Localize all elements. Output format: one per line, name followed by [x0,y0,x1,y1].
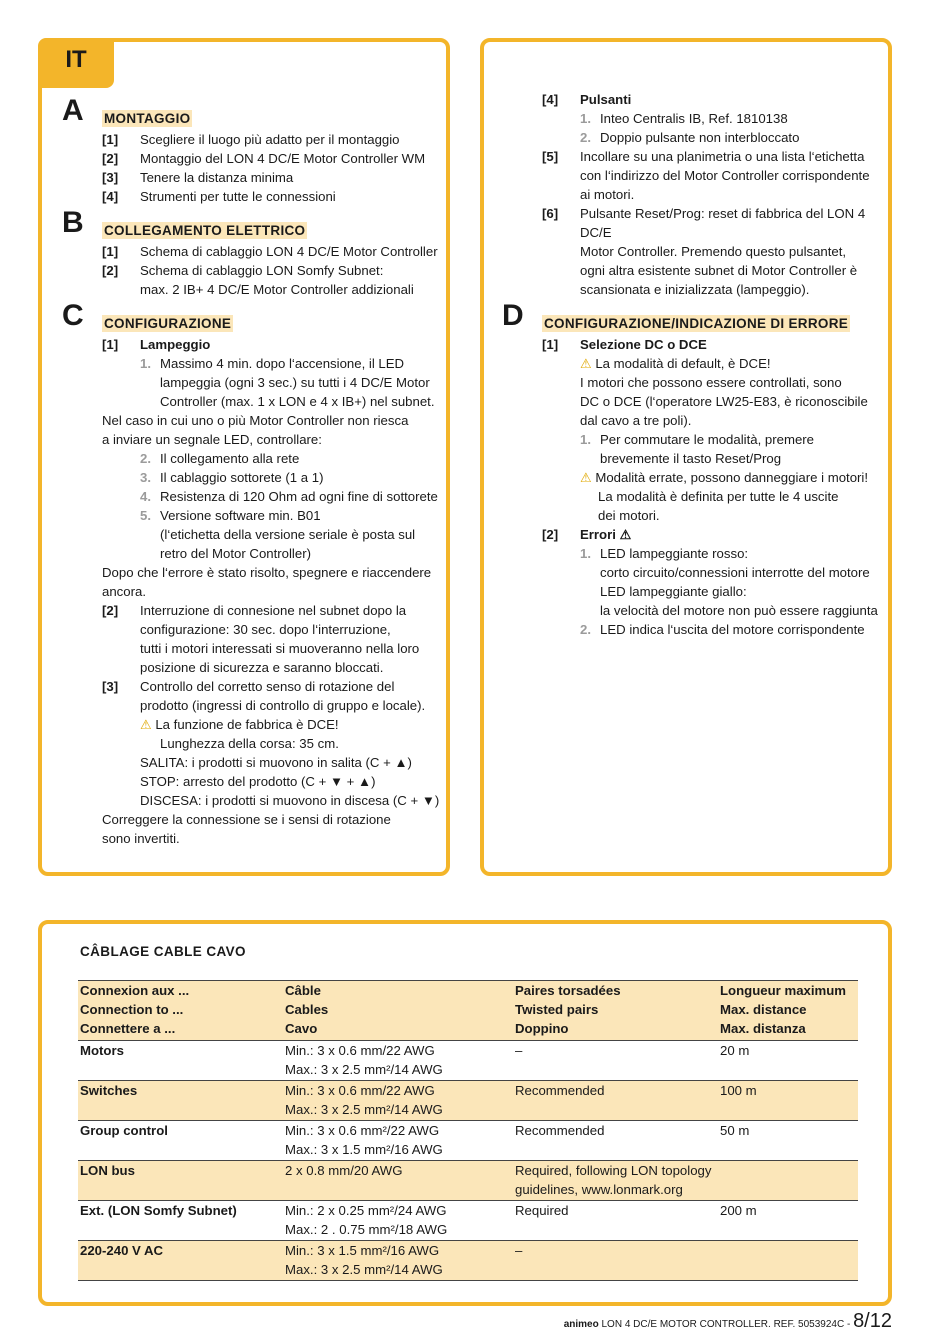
table-cell: Min.: 2 x 0.25 mm²/24 AWG Max.: 2 . 0.75 mm²/18 AWG [283,1201,513,1241]
section-letter: D [502,299,524,332]
item-title: Lampeggio [140,337,211,352]
step-number: 1. [580,546,591,561]
table-row [78,1081,858,1121]
item-number: [3] [102,679,119,694]
warning-icon: ⚠ [140,717,152,732]
table-cell: 220-240 V AC [78,1241,283,1281]
table-cell: – [513,1241,718,1281]
step-text: Versione software min. B01 [160,508,321,523]
table-cell [718,1241,858,1281]
warning-note [580,354,894,373]
step-text: corto circuito/connessioni interrotte del motore [600,565,870,580]
step-number: 2. [140,451,151,466]
warning-note [140,715,452,734]
warning-text: dei motori. [598,508,660,523]
warning-icon: ⚠ [580,356,592,371]
step-number: 1. [140,356,151,371]
table-cell: – [513,1041,718,1081]
table-cell: Recommended [513,1081,718,1121]
footer-text: LON 4 DC/E MOTOR CONTROLLER. REF. 5053924C - [601,1319,851,1330]
section-title: COLLEGAMENTO ELETTRICO [104,223,306,238]
table-cell: Min.: 3 x 0.6 mm/22 AWG Max.: 3 x 2.5 mm²/14 AWG [283,1081,513,1121]
step-number: 2. [580,130,591,145]
table-cell: Required, following LON topology guidelines, www.lonmark.org [513,1161,718,1201]
item-number: [1] [102,132,119,147]
item-text: Schema di cablaggio LON Somfy Subnet: [140,263,384,278]
step-text: LED lampeggiante giallo: [600,584,747,599]
item-text: Scegliere il luogo più adatto per il montaggio [140,132,400,147]
table-row [78,1041,858,1081]
page-footer [564,1310,892,1333]
table-cell: Min.: 3 x 0.6 mm²/22 AWG Max.: 3 x 1.5 mm²/16 AWG [283,1121,513,1161]
section-c-header [62,299,452,335]
table-cell: Ext. (LON Somfy Subnet) [78,1201,283,1241]
warning-text: La modalità è definita per tutte le 4 uscite [598,489,839,504]
step-text: LED lampeggiante rosso: [600,546,749,561]
errors-title: Errori [580,527,616,542]
step-number: 4. [140,489,151,504]
item-text: scansionata e inizializzata (lampeggio). [580,282,810,297]
item-number: [2] [102,603,119,618]
step-number: 1. [580,111,591,126]
right-content [502,90,894,639]
item-title [580,525,894,544]
step-number: 1. [580,432,591,447]
table-row [78,1201,858,1241]
section-letter: B [62,206,84,239]
item-text: Strumenti per tutte le connessioni [140,189,336,204]
section-d-header [502,299,894,335]
language-tab: IT [38,38,114,88]
item-number: [3] [102,170,119,185]
cable-table [78,980,858,1281]
item-title: Selezione DC o DCE [580,337,707,352]
salita-text: SALITA: i prodotti si muovono in salita (C + ▲) [140,755,412,770]
warning-text: La modalità di default, è DCE! [595,356,771,371]
step-text: (l‘etichetta della versione seriale è posta sul [160,527,416,542]
table-header-row [78,981,858,1041]
item-number: [6] [542,206,559,221]
item-number: [2] [542,527,559,542]
brand-name: animeo [563,1319,599,1330]
step-text: Doppio pulsante non interbloccato [600,130,800,145]
step-text: brevemente il tasto Reset/Prog [600,451,782,466]
item-text: Pulsante Reset/Prog: reset di fabbrica del LON 4 DC/E [580,206,866,240]
stroke-length: Lunghezza della corsa: 35 cm. [160,736,339,751]
table-cell: LON bus [78,1161,283,1201]
table-cell: Switches [78,1081,283,1121]
table-cell: 100 m [718,1081,858,1121]
item-text: posizione di sicurezza e saranno bloccati. [140,660,384,675]
warning-note [580,468,894,487]
column-header: Câble Cables Cavo [283,981,513,1041]
section-title: CONFIGURAZIONE/INDICAZIONE DI ERRORE [544,316,849,331]
table-row [78,1161,858,1201]
item-number: [1] [542,337,559,352]
step-text: LED indica l‘uscita del motore corrispondente [600,622,865,637]
warning-icon: ⚠ [580,470,592,485]
table-cell: 2 x 0.8 mm/20 AWG [283,1161,513,1201]
section-a-header [62,94,452,130]
warning-icon: ⚠ [619,527,632,542]
section-title: MONTAGGIO [104,111,191,126]
item-text: DC o DCE (l‘operatore LW25-E83, è riconoscibile [580,394,868,409]
item-text: tutti i motori interessati si muoveranno nella loro [140,641,420,656]
item-text: ogni altra esistente subnet di Motor Controller è [580,263,858,278]
table-cell [718,1161,858,1201]
step-text: retro del Motor Controller) [160,546,311,561]
item-text: con l‘indirizzo del Motor Controller corrispondente [580,168,870,183]
paragraph-text: Dopo che l‘errore è stato risolto, spegnere e riaccendere [102,565,432,580]
column-header: Longueur maximum Max. distance Max. distanza [718,981,858,1041]
item-text: Schema di cablaggio LON 4 DC/E Motor Controller [140,244,438,259]
table-cell: Required [513,1201,718,1241]
panel-right [480,38,892,876]
table-cell: 50 m [718,1121,858,1161]
panel-left [38,38,450,876]
item-text: configurazione: 30 sec. dopo l‘interruzione, [140,622,391,637]
table-row [78,1241,858,1281]
item-text: Tenere la distanza minima [140,170,294,185]
step-number: 2. [580,622,591,637]
item-text: Incollare su una planimetria o una lista l‘etichetta [580,149,865,164]
item-text: Controllo del corretto senso di rotazione del [140,679,395,694]
step-text: Controller (max. 1 x LON e 4 x IB+) nel subnet. [160,394,435,409]
item-number: [4] [542,92,559,107]
item-number: [1] [102,337,119,352]
discesa-text: DISCESA: i prodotti si muovono in discesa (C + ▼) [140,793,440,808]
table-cell: Recommended [513,1121,718,1161]
item-number: [4] [102,189,119,204]
paragraph-text: a inviare un segnale LED, controllare: [102,432,322,447]
section-letter: A [62,94,84,127]
step-text: Per commutare le modalità, premere [600,432,815,447]
paragraph-text: ancora. [102,584,146,599]
left-content [62,94,452,848]
item-number: [1] [102,244,119,259]
item-number: [2] [102,263,119,278]
section-letter: C [62,299,84,332]
table-row [78,1121,858,1161]
column-header: Paires torsadées Twisted pairs Doppino [513,981,718,1041]
item-title: Pulsanti [580,92,632,107]
step-text: Il collegamento alla rete [160,451,300,466]
table-cell: Min.: 3 x 0.6 mm/22 AWG Max.: 3 x 2.5 mm²/14 AWG [283,1041,513,1081]
warning-text: La funzione de fabbrica è DCE! [155,717,339,732]
table-cell: Group control [78,1121,283,1161]
step-text: lampeggia (ogni 3 sec.) su tutti i 4 DC/E Motor [160,375,430,390]
step-text: Inteo Centralis IB, Ref. 1810138 [600,111,788,126]
step-text: Massimo 4 min. dopo l‘accensione, il LED [160,356,405,371]
warning-text: Modalità errate, possono danneggiare i motori! [595,470,869,485]
paragraph-text: Nel caso in cui uno o più Motor Controller non riesca [102,413,409,428]
item-text: I motori che possono essere controllati, sono [580,375,842,390]
section-title: CONFIGURAZIONE [104,316,232,331]
item-text: Interruzione di connesione nel subnet dopo la [140,603,407,618]
table-cell: 20 m [718,1041,858,1081]
page-number: 8/12 [853,1310,892,1332]
item-number: [5] [542,149,559,164]
table-cell: Min.: 3 x 1.5 mm²/16 AWG Max.: 3 x 2.5 mm²/14 AWG [283,1241,513,1281]
item-number: [2] [102,151,119,166]
item-text: prodotto (ingressi di controllo di gruppo e locale). [140,698,426,713]
stop-text: STOP: arresto del prodotto (C + ▼ + ▲) [140,774,376,789]
paragraph-text: sono invertiti. [102,831,180,846]
item-text: ai motori. [580,187,635,202]
step-text: la velocità del motore non può essere raggiunta [600,603,878,618]
cable-panel [38,920,892,1306]
table-cell: Motors [78,1041,283,1081]
step-text: Resistenza di 120 Ohm ad ogni fine di sottorete [160,489,438,504]
cable-title: CÂBLAGE CABLE CAVO [80,944,246,959]
item-text: Montaggio del LON 4 DC/E Motor Controller WM [140,151,426,166]
paragraph-text: Correggere la connessione se i sensi di rotazione [102,812,391,827]
step-text: Il cablaggio sottorete (1 a 1) [160,470,324,485]
table-cell: 200 m [718,1201,858,1241]
column-header: Connexion aux ... Connection to ... Connettere a ... [78,981,283,1041]
step-number: 5. [140,508,151,523]
item-text: max. 2 IB+ 4 DC/E Motor Controller addizionali [140,282,414,297]
item-text: Motor Controller. Premendo questo pulsantet, [580,244,847,259]
step-number: 3. [140,470,151,485]
section-b-header [62,206,452,242]
item-text: dal cavo a tre poli). [580,413,692,428]
